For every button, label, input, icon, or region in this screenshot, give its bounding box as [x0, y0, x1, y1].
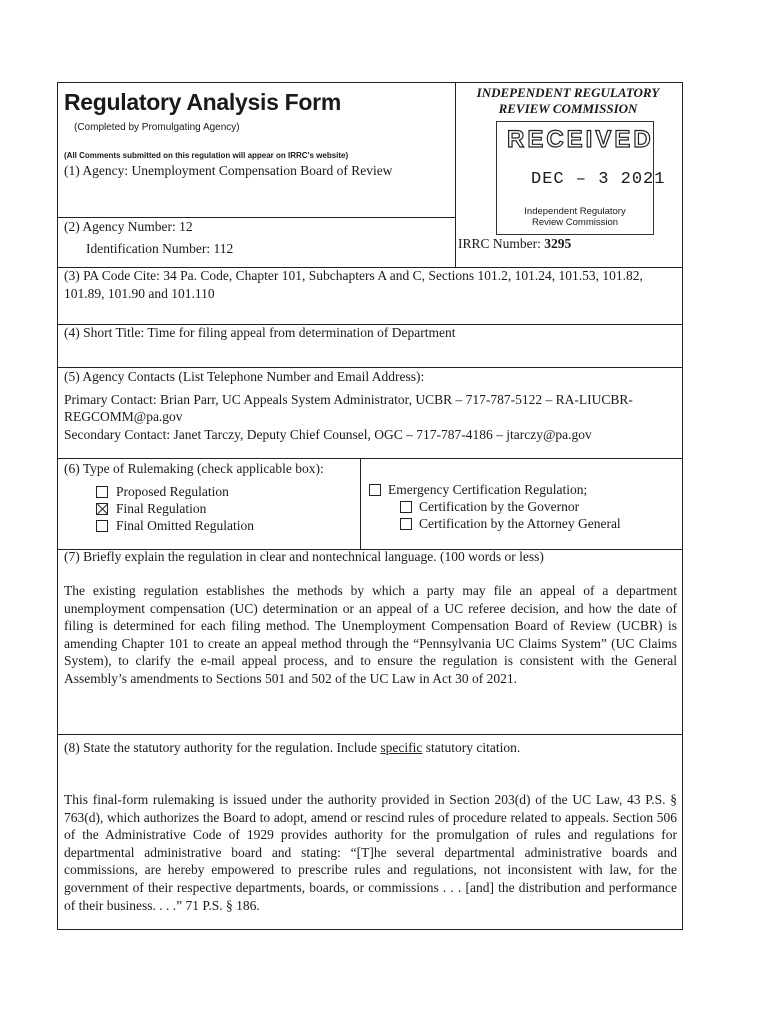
- section8-heading-post: statutory citation.: [422, 740, 521, 755]
- section7-body: The existing regulation establishes the methods by which a party may file an appeal of a department unemployment compensation (UC) determination or an appeal of a UC referee decision, and how the date of filing is determined for each filing method. The Unemployment Compensation Board of Review (UCBR) is amending Chapter 101 to create an appeal method through the “Pennsylvania UC Claims System” (UC Claims System), to clarify the e-mail appeal process, and to ensure the regulation is consistent with the General Assembly’s amendments to Sections 501 and 502 of the UC Law in Act 30 of 2021.: [64, 583, 677, 686]
- section8-body: This final-form rulemaking is issued under the authority provided in Section 203(d) of the UC Law, 43 P.S. § 763(d), which authorizes the Board to adopt, amend or rescind rules of procedure related to appeals. Section 506 of the Administrative Code of 1929 provides authority for the promulgation of rules and regulations for departmental administrative board and stating: “[T]he several departmental administrative boards and commissions, are hereby empowered to prescribe rules and regulations, not inconsistent with law, for the government of their respective departments, boards, or commissions . . . [and] the distribution and performance of their business. . . .” 71 P.S. § 186.: [64, 792, 677, 913]
- stamp-date: DEC – 3 2021: [531, 170, 666, 189]
- divider-after-section7: [58, 734, 682, 735]
- attorney-general-certification-checkbox[interactable]: [400, 518, 412, 530]
- section3-line2: 101.89, 101.90 and 101.110: [64, 286, 215, 301]
- stamp-sub-line2: Review Commission: [531, 217, 619, 228]
- form-subtitle: (Completed by Promulgating Agency): [74, 122, 240, 133]
- section8-heading-specific: specific: [380, 740, 423, 755]
- divider-agency-row: [58, 217, 455, 218]
- section4-short-title: (4) Short Title: Time for filing appeal from determination of Department: [64, 325, 456, 340]
- final-omitted-regulation-checkbox[interactable]: [96, 520, 108, 532]
- irrc-number-label: IRRC Number:: [458, 236, 541, 251]
- governor-certification-label: Certification by the Governor: [419, 499, 580, 514]
- identification-number-field: Identification Number: 112: [86, 241, 234, 256]
- attorney-general-certification-label: Certification by the Attorney General: [419, 516, 621, 531]
- primary-contact-line2: REGCOMM@pa.gov: [64, 409, 183, 424]
- agency-field: (1) Agency: Unemployment Compensation Board of Review: [64, 163, 393, 178]
- section6-column-divider: [360, 458, 361, 549]
- irrc-number: [458, 236, 571, 252]
- section6-heading: (6) Type of Rulemaking (check applicable box):: [64, 461, 324, 476]
- comments-note: (All Comments submitted on this regulation will appear on IRRC's website): [64, 151, 349, 160]
- proposed-regulation-checkbox[interactable]: [96, 486, 108, 498]
- irrc-header: [458, 85, 678, 117]
- stamp-subtext: [500, 206, 650, 228]
- final-regulation-label: Final Regulation: [116, 501, 207, 516]
- section8-heading: [64, 740, 520, 756]
- final-omitted-regulation-label: Final Omitted Regulation: [116, 518, 254, 533]
- irrc-header-line1: INDEPENDENT REGULATORY: [476, 85, 660, 100]
- irrc-header-line2: REVIEW COMMISSION: [498, 101, 638, 116]
- irrc-number-value: 3295: [544, 236, 572, 251]
- section8-heading-pre: (8) State the statutory authority for the regulation. Include: [64, 740, 381, 755]
- stamp-received-text: RECEIVED: [507, 126, 654, 153]
- section5-heading: (5) Agency Contacts (List Telephone Number and Email Address):: [64, 369, 425, 384]
- form-title: Regulatory Analysis Form: [64, 89, 341, 115]
- secondary-contact: Secondary Contact: Janet Tarczy, Deputy Chief Counsel, OGC – 717-787-4186 – jtarczy@pa.gov: [64, 427, 592, 442]
- section3-line1: (3) PA Code Cite: 34 Pa. Code, Chapter 101, Subchapters A and C, Sections 101.2, 101.24, 101.53, 101.82,: [64, 268, 643, 283]
- divider-after-section5: [58, 458, 682, 459]
- header-column-divider: [455, 83, 456, 267]
- emergency-certification-checkbox[interactable]: [369, 484, 381, 496]
- divider-after-section4: [58, 367, 682, 368]
- primary-contact-line1: Primary Contact: Brian Parr, UC Appeals System Administrator, UCBR – 717-787-5122 – RA-LIUCBR-: [64, 392, 633, 407]
- final-regulation-checkbox[interactable]: [96, 503, 108, 515]
- emergency-certification-label: Emergency Certification Regulation;: [388, 482, 588, 497]
- stamp-sub-line1: Independent Regulatory: [524, 206, 626, 217]
- governor-certification-checkbox[interactable]: [400, 501, 412, 513]
- agency-number-field: (2) Agency Number: 12: [64, 219, 193, 234]
- received-stamp: [496, 121, 666, 235]
- proposed-regulation-label: Proposed Regulation: [116, 484, 229, 499]
- section7-heading: (7) Briefly explain the regulation in clear and nontechnical language. (100 words or less): [64, 549, 544, 564]
